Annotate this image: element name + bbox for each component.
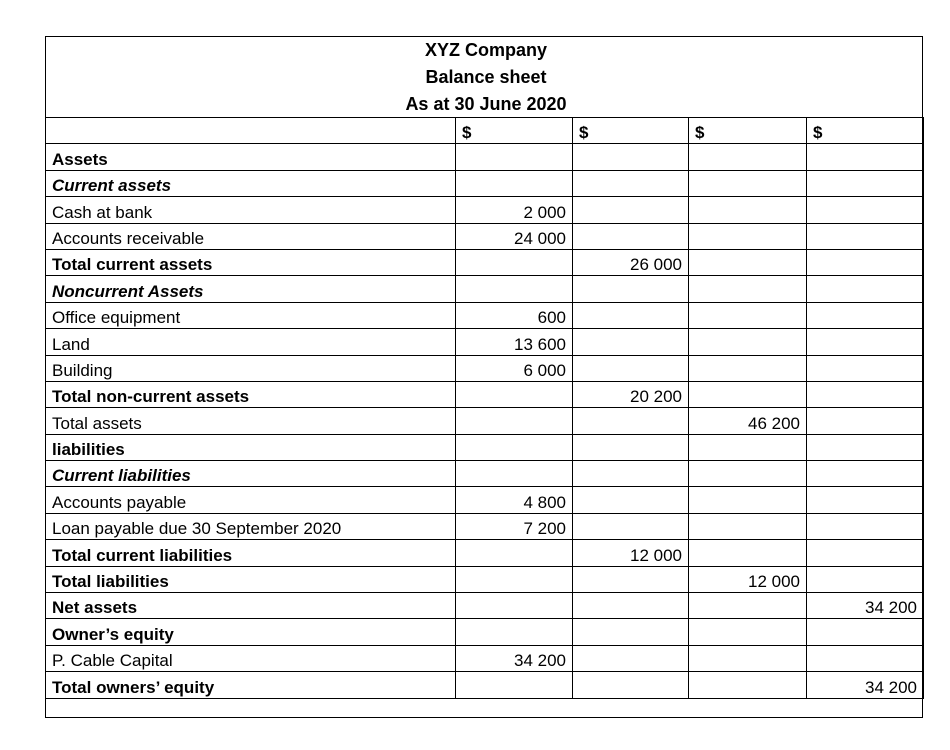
table-row [46, 249, 924, 275]
amount-cell [573, 672, 689, 698]
amount-cell [456, 170, 573, 196]
amount-cell: 34 200 [807, 593, 924, 619]
row-label: Accounts payable [46, 487, 456, 513]
amount-cell: 34 200 [807, 672, 924, 698]
amount-cell [573, 302, 689, 328]
table-row [46, 487, 924, 513]
amount-cell [573, 355, 689, 381]
amount-cell [807, 434, 924, 460]
amount-cell [689, 197, 807, 223]
row-label: Total current assets [46, 249, 456, 275]
amount-cell [689, 487, 807, 513]
table-row [46, 513, 924, 539]
row-label: Loan payable due 30 September 2020 [46, 513, 456, 539]
amount-cell: 34 200 [456, 645, 573, 671]
amount-cell [689, 593, 807, 619]
table-row [46, 645, 924, 671]
table-row [46, 593, 924, 619]
amount-cell: 7 200 [456, 513, 573, 539]
table-row [46, 619, 924, 645]
amount-cell [689, 249, 807, 275]
table-row [46, 355, 924, 381]
title-block [46, 37, 922, 118]
amount-cell [689, 355, 807, 381]
column-header-4: $ [807, 118, 924, 144]
table-row [46, 566, 924, 592]
table-row [46, 434, 924, 460]
amount-cell [456, 619, 573, 645]
amount-cell [456, 540, 573, 566]
amount-cell [807, 355, 924, 381]
table-row [46, 408, 924, 434]
amount-cell [689, 223, 807, 249]
table-row [46, 223, 924, 249]
amount-cell [807, 513, 924, 539]
amount-cell [456, 381, 573, 407]
row-label: Land [46, 329, 456, 355]
table-row [46, 144, 924, 170]
amount-cell [689, 540, 807, 566]
table-row [46, 461, 924, 487]
amount-cell [456, 672, 573, 698]
table-body [46, 118, 924, 699]
amount-cell [807, 197, 924, 223]
amount-cell [456, 276, 573, 302]
column-header-row [46, 118, 924, 144]
amount-cell [456, 566, 573, 592]
row-label: Owner’s equity [46, 619, 456, 645]
row-label: Net assets [46, 593, 456, 619]
amount-cell [573, 144, 689, 170]
amount-cell: 4 800 [456, 487, 573, 513]
amount-cell [689, 434, 807, 460]
row-label: Noncurrent Assets [46, 276, 456, 302]
table-row [46, 381, 924, 407]
row-label: Cash at bank [46, 197, 456, 223]
amount-cell [456, 461, 573, 487]
amount-cell [807, 170, 924, 196]
row-label: Total assets [46, 408, 456, 434]
table-row [46, 302, 924, 328]
amount-cell [573, 434, 689, 460]
amount-cell [456, 408, 573, 434]
balance-table [45, 117, 924, 699]
amount-cell [689, 619, 807, 645]
amount-cell [573, 619, 689, 645]
row-label: Building [46, 355, 456, 381]
amount-cell [807, 487, 924, 513]
amount-cell [573, 487, 689, 513]
amount-cell [807, 329, 924, 355]
row-label: P. Cable Capital [46, 645, 456, 671]
column-header-3: $ [689, 118, 807, 144]
amount-cell [456, 593, 573, 619]
amount-cell [807, 566, 924, 592]
amount-cell [573, 645, 689, 671]
amount-cell: 12 000 [689, 566, 807, 592]
amount-cell [807, 461, 924, 487]
amount-cell [689, 645, 807, 671]
amount-cell [573, 276, 689, 302]
row-label: Office equipment [46, 302, 456, 328]
amount-cell [456, 434, 573, 460]
table-row [46, 672, 924, 698]
table-row [46, 329, 924, 355]
table-row [46, 276, 924, 302]
amount-cell [573, 329, 689, 355]
amount-cell: 46 200 [689, 408, 807, 434]
statement-date: As at 30 June 2020 [405, 94, 567, 114]
row-label: liabilities [46, 434, 456, 460]
amount-cell [456, 249, 573, 275]
amount-cell [573, 170, 689, 196]
amount-cell [807, 540, 924, 566]
amount-cell: 2 000 [456, 197, 573, 223]
row-label: Accounts receivable [46, 223, 456, 249]
amount-cell: 24 000 [456, 223, 573, 249]
amount-cell [573, 513, 689, 539]
table-row [46, 170, 924, 196]
row-label: Total liabilities [46, 566, 456, 592]
table-row [46, 197, 924, 223]
amount-cell [689, 170, 807, 196]
amount-cell [689, 513, 807, 539]
column-header-2: $ [573, 118, 689, 144]
row-label: Total current liabilities [46, 540, 456, 566]
amount-cell [573, 566, 689, 592]
amount-cell [456, 144, 573, 170]
amount-cell [573, 593, 689, 619]
amount-cell: 20 200 [573, 381, 689, 407]
amount-cell [807, 645, 924, 671]
amount-cell [689, 381, 807, 407]
row-label: Total non-current assets [46, 381, 456, 407]
amount-cell: 26 000 [573, 249, 689, 275]
column-header-1: $ [456, 118, 573, 144]
amount-cell [807, 619, 924, 645]
amount-cell [689, 461, 807, 487]
row-label: Assets [46, 144, 456, 170]
amount-cell [807, 249, 924, 275]
company-name: XYZ Company [424, 40, 548, 60]
amount-cell [807, 223, 924, 249]
amount-cell [807, 276, 924, 302]
row-label: Total owners’ equity [46, 672, 456, 698]
header-label-cell [46, 118, 456, 144]
table-row [46, 540, 924, 566]
row-label: Current liabilities [46, 461, 456, 487]
balance-sheet [45, 36, 923, 718]
amount-cell [689, 276, 807, 302]
amount-cell [689, 144, 807, 170]
amount-cell [807, 302, 924, 328]
amount-cell [807, 144, 924, 170]
amount-cell [689, 672, 807, 698]
amount-cell [807, 381, 924, 407]
row-label: Current assets [46, 170, 456, 196]
amount-cell [573, 408, 689, 434]
amount-cell: 12 000 [573, 540, 689, 566]
amount-cell: 600 [456, 302, 573, 328]
amount-cell: 13 600 [456, 329, 573, 355]
amount-cell [689, 302, 807, 328]
amount-cell [807, 408, 924, 434]
amount-cell: 6 000 [456, 355, 573, 381]
amount-cell [573, 461, 689, 487]
amount-cell [573, 223, 689, 249]
amount-cell [689, 329, 807, 355]
amount-cell [573, 197, 689, 223]
statement-title: Balance sheet [425, 67, 547, 87]
